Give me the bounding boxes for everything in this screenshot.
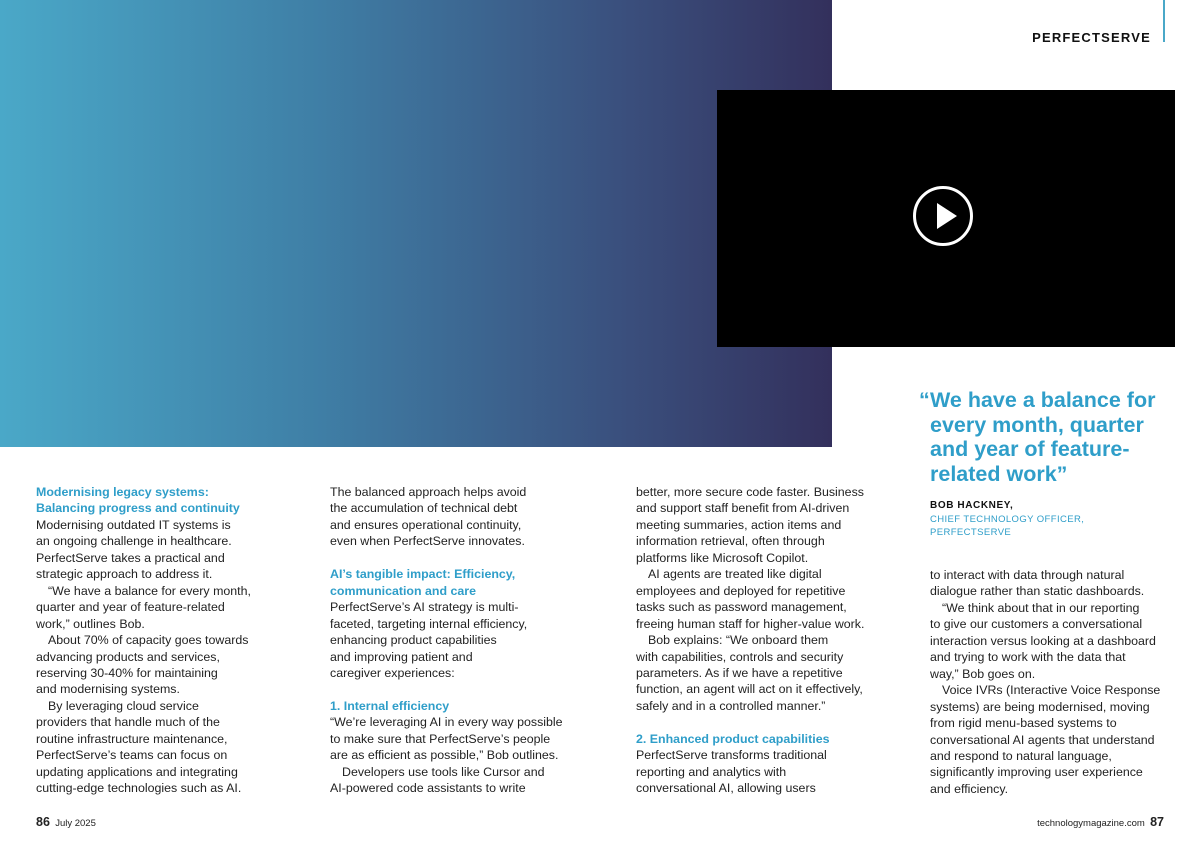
footer-right <box>1037 815 1164 829</box>
body-line: Voice IVRs (Interactive Voice Response <box>942 683 1161 698</box>
column-4 <box>930 567 1180 797</box>
body-line: and efficiency. <box>930 781 1009 796</box>
body-line: and modernising systems. <box>36 682 180 697</box>
body-line: reporting and analytics with <box>636 764 787 779</box>
body-line: conversational AI agents that understand <box>930 732 1155 747</box>
body-line: caregiver experiences: <box>330 665 455 680</box>
body-line: By leveraging cloud service <box>48 698 199 713</box>
column-1 <box>36 484 276 797</box>
play-icon[interactable] <box>913 186 973 246</box>
brand-label: PERFECTSERVE <box>1032 30 1151 45</box>
body-line: advancing products and services, <box>36 649 220 664</box>
subsection-heading: 1. Internal efficiency <box>330 698 450 713</box>
body-line: parameters. As if we have a repetitive <box>636 665 843 680</box>
body-line: Modernising outdated IT systems is <box>36 517 231 532</box>
body-line: to give our customers a conversational <box>930 617 1143 632</box>
header-rule <box>1163 0 1165 42</box>
body-line: updating applications and integrating <box>36 764 238 779</box>
body-line: function, an agent will act on it effectively, <box>636 682 863 697</box>
body-line: are as efficient as possible,” Bob outlines. <box>330 748 559 763</box>
body-line: “We think about that in our reporting <box>942 600 1140 615</box>
video-player[interactable] <box>717 90 1175 347</box>
body-line: The balanced approach helps avoid <box>330 485 527 499</box>
body-line: systems) are being modernised, moving <box>930 699 1150 714</box>
body-line: interaction versus looking at a dashboard <box>930 633 1156 648</box>
page-number-left: 86 <box>36 815 50 829</box>
body-line: tasks such as password management, <box>636 600 847 615</box>
quote-attribution-name: BOB HACKNEY, <box>930 500 1014 511</box>
body-line: better, more secure code faster. Business <box>636 485 864 499</box>
body-line: the accumulation of technical debt <box>330 501 518 516</box>
body-line: Bob explains: “We onboard them <box>648 633 829 648</box>
body-line: to make sure that PerfectServe’s people <box>330 731 551 746</box>
body-line: employees and deployed for repetitive <box>636 583 846 598</box>
body-line: “We’re leveraging AI in every way possible <box>330 715 563 730</box>
body-line: and trying to work with the data that <box>930 650 1126 665</box>
page-number-right: 87 <box>1150 815 1164 829</box>
section-heading: communication and care <box>330 583 476 598</box>
body-line: and respond to natural language, <box>930 748 1112 763</box>
paragraph-gap <box>330 681 580 697</box>
quote-attribution-title: CHIEF TECHNOLOGY OFFICER, PERFECTSERVE <box>930 514 1085 538</box>
body-line: routine infrastructure maintenance, <box>36 731 228 746</box>
body-line: from rigid menu-based systems to <box>930 716 1117 731</box>
body-line: information retrieval, often through <box>636 534 825 549</box>
body-line: dialogue rather than static dashboards. <box>930 584 1145 599</box>
body-line: safely and in a controlled manner.” <box>636 698 826 713</box>
body-line: conversational AI, allowing users <box>636 781 816 796</box>
body-line: even when PerfectServe innovates. <box>330 534 525 549</box>
body-line: and improving patient and <box>330 649 473 664</box>
quote-mark: “ <box>919 388 930 412</box>
paragraph-gap <box>636 714 886 730</box>
body-line: platforms like Microsoft Copilot. <box>636 550 809 565</box>
body-line: PerfectServe’s AI strategy is multi- <box>330 600 519 615</box>
body-line: AI agents are treated like digital <box>648 567 822 582</box>
footer-left <box>36 815 96 829</box>
body-line: and support staff benefit from AI-driven <box>636 501 850 516</box>
pull-quote-text: We have a balance for every month, quarter and year of feature-related work” <box>930 388 1156 486</box>
body-line: to interact with data through natural <box>930 568 1125 582</box>
body-line: PerfectServe takes a practical and <box>36 550 225 565</box>
body-line: Developers use tools like Cursor and <box>342 764 545 779</box>
body-line: reserving 30-40% for maintaining <box>36 665 218 680</box>
body-line: strategic approach to address it. <box>36 567 213 582</box>
section-heading: Balancing progress and continuity <box>36 501 240 516</box>
body-line: meeting summaries, action items and <box>636 517 842 532</box>
body-line: work,” outlines Bob. <box>36 616 145 631</box>
site-url[interactable]: technologymagazine.com <box>1037 818 1145 829</box>
issue-date: July 2025 <box>55 818 96 829</box>
section-heading: AI’s tangible impact: Efficiency, <box>330 567 516 582</box>
section-heading: Modernising legacy systems: <box>36 485 209 499</box>
body-line: PerfectServe’s teams can focus on <box>36 748 228 763</box>
body-line: AI-powered code assistants to write <box>330 781 526 796</box>
body-line: “We have a balance for every month, <box>48 583 251 598</box>
body-line: PerfectServe transforms traditional <box>636 748 827 763</box>
body-line: and ensures operational continuity, <box>330 517 522 532</box>
body-line: with capabilities, controls and security <box>636 649 844 664</box>
column-2 <box>330 484 580 797</box>
body-line: way,” Bob goes on. <box>930 666 1036 681</box>
body-line: cutting-edge technologies such as AI. <box>36 781 242 796</box>
body-line: an ongoing challenge in healthcare. <box>36 534 232 549</box>
column-3 <box>636 484 886 797</box>
body-line: enhancing product capabilities <box>330 633 497 648</box>
body-line: faceted, targeting internal efficiency, <box>330 616 528 631</box>
paragraph-gap <box>330 550 580 566</box>
body-line: freeing human staff for higher-value work. <box>636 616 865 631</box>
hero-gradient-image <box>0 0 832 447</box>
subsection-heading: 2. Enhanced product capabilities <box>636 731 830 746</box>
pull-quote <box>919 388 1169 486</box>
body-line: providers that handle much of the <box>36 715 220 730</box>
play-triangle <box>937 203 957 229</box>
body-line: quarter and year of feature-related <box>36 600 225 615</box>
body-line: significantly improving user experience <box>930 765 1143 780</box>
body-line: About 70% of capacity goes towards <box>48 633 249 648</box>
